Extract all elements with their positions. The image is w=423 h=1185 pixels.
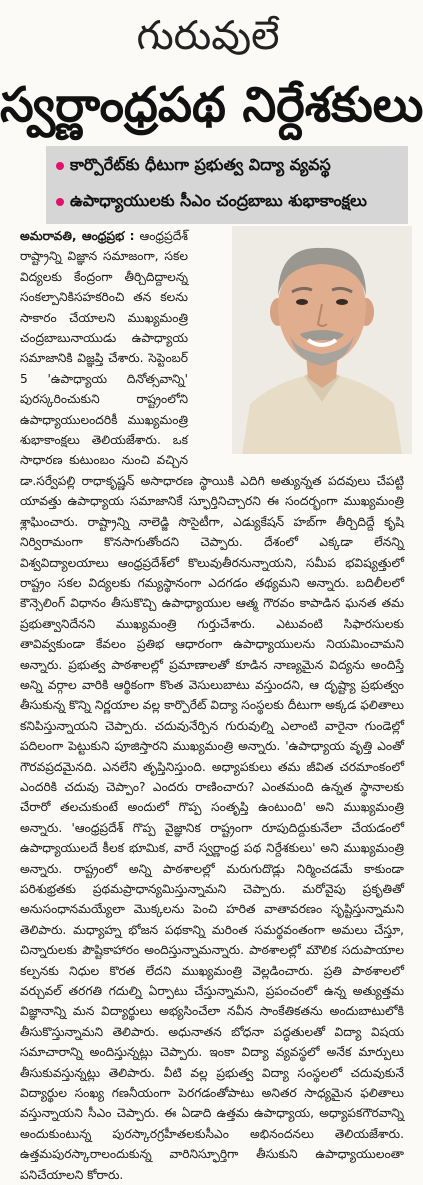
bullet-icon <box>56 198 64 206</box>
subhead-2 <box>56 186 404 216</box>
portrait-photo <box>232 226 412 454</box>
headline-main: స్వర్ణాంధ్రపథ నిర్దేశకులు <box>0 77 423 133</box>
subhead-1-text: కార్పొరేట్‌కు ధీటుగా ప్రభుత్వ విద్యా వ్యవస్థ <box>70 155 331 174</box>
subhead-box <box>46 146 408 224</box>
dateline: అమరావతి, ఆంధ్రప్రభ : <box>20 229 135 243</box>
headline-kicker: గురువులే <box>136 13 280 59</box>
subhead-2-text: ఉపాధ్యాయులకు సీఎం చంద్రబాబు శుభాకాంక్షలు <box>70 191 367 210</box>
article-text: ఆంధ్రప్రదేశ్ రాష్ట్రాన్ని విజ్ఞాన సమాజంగా, సకల విద్యలకు కేంద్రంగా తీర్చిదిద్దాలన్న సంకల్పానికిసహకరించి తన కలను సాకారం చేయాలని ముఖ్యమంత్రి చంద్రబాబునాయుడు ఉపాధ్యాయ సమాజానికి విజ్ఞప్తి చేశారు. సెప్టెంబర్ 5 'ఉపాధ్యాయ దినోత్సవాన్ని' పురస్కరించుకుని రాష్ట్రంలోని ఉపాధ్యాయులందరికీ ముఖ్యమంత్రి శుభాకాంక్షలు తెలియజేశారు. ఒక సాధారణ కుటుంబం నుంచి వచ్చిన డా.సర్వేపల్లి రాధాకృష్ణన్ అసాధారణ స్థాయికి ఎదిగి అత్యున్నత పదవులు చేపట్టి యావత్తు ఉపాధ్యాయ సమాజానికే స్ఫూర్తినిచ్చారని ఈ సందర్భంగా ముఖ్యమంత్రి శ్లాఘించారు. రాష్ట్రాన్ని నాలెడ్జి సొసైటీగా, ఎడ్యుకేషన్ హబ్‌గా తీర్చిదిద్దే కృషి నిర్విరామంగా కొనసాగుతోందని చెప్పారు. దేశంలో ఎక్కడా లేనన్ని విశ్వవిద్యాలయాలు ఆంధ్రప్రదేశ్‌లో కొలువుతీరనున్నాయని, సమీప భవిష్యత్తులో రాష్ట్రం సకల విద్యలకు గమ్యస్థానంగా ఎదగడం తథ్యమని అన్నారు. బదిలీలలో కౌన్సెలింగ్ విధానం తీసుకొచ్చి ఉపాధ్యాయుల ఆత్మ గౌరవం కాపాడిన ఘనత తమ ప్రభుత్వానిదేనని ముఖ్యమంత్రి గుర్తుచేశారు. ఎటువంటి సిఫారసులకు తావివ్వకుండా కేవలం ప్రతిభ ఆధారంగా ఉపాధ్యాయులను నియమించామని అన్నారు. ప్రభుత్వ పాఠశాలల్లో ప్రమాణాలతో కూడిన నాణ్యమైన విద్యను అందిస్తే అన్ని వర్గాల వారికి ఆర్థికంగా కొంత వెసులుబాటు వస్తుందని, ఆ దృష్ట్యా ప్రభుత్వం తీసుకున్న కొన్ని నిర్ణయాల వల్ల కార్పొరేట్ విద్యా సంస్థలకు దీటుగా అక్కడ ఫలితాలు కనిపిస్తున్నాయని చెప్పారు. చదువునేర్పిన గురువుల్ని ఎలాంటి వారైనా గుండెల్లో పదిలంగా పెట్టుకుని పూజిస్తారని ముఖ్యమంత్రి అన్నారు. 'ఉపాధ్యాయ వృత్తి ఎంతో గౌరవప్రదమైనది. ఎనలేని తృప్తినిస్తుంది. అధ్యాపకులు తమ జీవిత చరమాంకంలో ఎందరికి చదువు చెప్పాం? ఎందరు రాణించారు? ఎంతమంది ఉన్నత స్థానాలకు చేరారో తలచుకుంటే అందులో గొప్ప సంతృప్తి ఉంటుంది' అని ముఖ్యమంత్రి అన్నారు. 'ఆంధ్రప్రదేశ్ గొప్ప వైజ్ఞానిక రాష్ట్రంగా రూపుదిద్దుకునేలా చేయడంలో ఉపాధ్యాయులదే కీలక భూమిక, వారే స్వర్ణాంధ్ర పథ నిర్దేశకులు' అని ముఖ్యమంత్రి అన్నారు. రాష్ట్రంలో అన్ని పాఠశాలల్లో మరుగుదొడ్లు నిర్మించడమే కాకుండా పరిశుభ్రతకు ప్రథమప్రాధాన్యమిస్తున్నామని చెప్పారు. మరోవైపు ప్రకృతితో అనుసంధానమయ్యేలా మొక్కలను పెంచి హరిత వాతావరణం సృష్టిస్తున్నామని తెలిపారు. మధ్యాహ్న భోజన పథకాన్ని మరింత సమర్థవంతంగా అమలు చేస్తూ, చిన్నారులకు పౌష్టికాహారం అందిస్తున్నామన్నారు. పాఠశాలల్లో మౌలిక సదుపాయాల కల్పనకు నిధుల కొరత లేదని ముఖ్యమంత్రి వెల్లడించారు. ప్రతి పాఠశాలలో వర్చువల్ తరగతి గదుల్ని ఏర్పాటు చేస్తున్నామని, ప్రపంచంలో ఉన్న అత్యుత్తమ విజ్ఞానాన్ని మన విద్యార్థులు అభ్యసించేలా నవీన సాంకేతికతను అందుబాటులోకి తీసుకొస్తున్నామని తెలిపారు. అధునాతన బోధనా పద్ధతులతో విద్యా విషయ సమాచారాన్ని అందిస్తున్నట్లు చెప్పారు. ఇంకా విద్యా వ్యవస్థలో అనేక మార్పులు తీసుకువస్తున్నట్లు తెలిపారు. వీటి వల్ల ప్రభుత్వ విద్యా సంస్థలలో చదువుకునే విద్యార్థుల సంఖ్య గణనీయంగా పెరగడంతోపాటు అనితర సాధ్యమైన ఫలితాలు వస్తున్నాయని సీఎం చెప్పారు. ఈ ఏడాది ఉత్తమ ఉపాధ్యాయ, అధ్యాపకగౌరవాన్ని అందుకుంటున్న పురస్కారగ్రహీతలకుసీఎం అభినందనలు తెలియజేశారు. ఉత్తమపురస్కారాలందుకున్న వారినిస్ఫూర్తిగా తీసుకుని ఉపాధ్యాయులంతా పనిచేయాలని కోరారు. <box>20 229 404 1182</box>
bullet-icon <box>56 162 64 170</box>
subhead-1 <box>56 150 404 180</box>
